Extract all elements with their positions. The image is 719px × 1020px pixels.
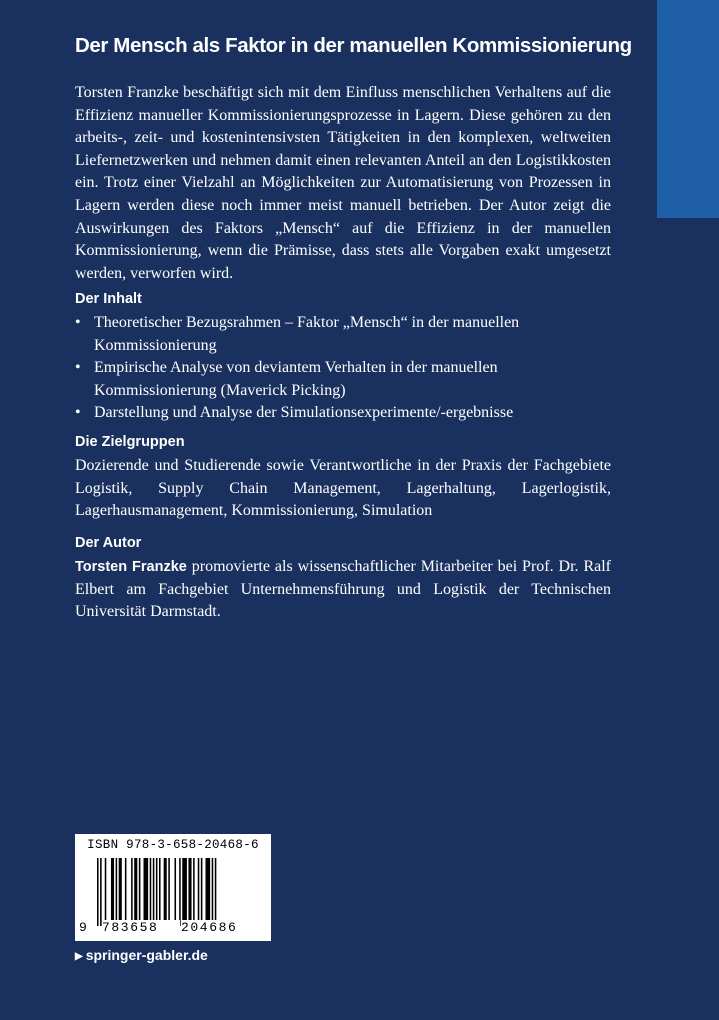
list-item: • Darstellung und Analyse der Simulationsexperimente/-ergebnisse (75, 404, 514, 422)
zielgruppen-text: Dozierende und Studierende sowie Verantwortliche in der Praxis der Fachgebiete Logistik, Supply Chain Management, Lagerhaltung, Lagerlogistik, Lagerhausmanagement, Kommissionierung, Simulation (75, 457, 611, 520)
barcode-bars (97, 858, 261, 926)
list-item: • Theoretischer Bezugsrahmen – Faktor „Mensch“ in der manuellen Kommissionierung (75, 314, 520, 354)
publisher-website[interactable]: ▶ springer-gabler.de (75, 947, 208, 963)
ean-right-digits: 204686 (181, 920, 259, 935)
intro-paragraph: Torsten Franzke beschäftigt sich mit dem Einfluss menschlichen Verhaltens auf die Effizienz manueller Kommissionierungsprozesse in Lagern. Diese gehören zu den arbeits-, zeit- und kostenintensivsten Tätigkeiten in den komplexen, weltweiten Liefernetzwerken und nehmen damit einen relevanten Anteil an den Logistikkosten ein. Trotz einer Vielzahl an Möglichkeiten zur Automatisierung von Prozessen in Lagern werden diese noch immer meist manuell betrieben. Der Autor zeigt die Auswirkungen des Faktors „Mensch“ auf die Effizienz in der manuellen Kommissionierung, wenn die Prämisse, dass stets alle Vorgaben exakt umgesetzt werden, verworfen wird. (75, 84, 611, 282)
author-name: Torsten Franzke (75, 559, 187, 575)
isbn-label: ISBN 978-3-658-20468-6 (87, 838, 259, 852)
triangle-right-icon: ▶ (75, 951, 83, 962)
isbn-barcode (75, 834, 271, 941)
accent-tab (657, 0, 719, 218)
list-item: • Empirische Analyse von deviantem Verhalten in der manuellen Kommissionierung (Maverick Picking) (75, 359, 498, 399)
inhalt-heading: Der Inhalt (75, 291, 142, 307)
book-title: Der Mensch als Faktor in der manuellen Kommissionierung (75, 34, 632, 57)
zielgruppen-heading: Die Zielgruppen (75, 434, 185, 450)
autor-heading: Der Autor (75, 535, 142, 551)
inhalt-list (75, 312, 615, 425)
autor-text: Torsten Franzke promovierte als wissenschaftlicher Mitarbeiter bei Prof. Dr. Ralf Elbert am Fachgebiet Unternehmensführung und Logistik der Technischen Universität Darmstadt. (75, 558, 611, 621)
ean-first-digit: 9 (79, 920, 87, 935)
ean-left-digits: 783658 (102, 920, 180, 935)
